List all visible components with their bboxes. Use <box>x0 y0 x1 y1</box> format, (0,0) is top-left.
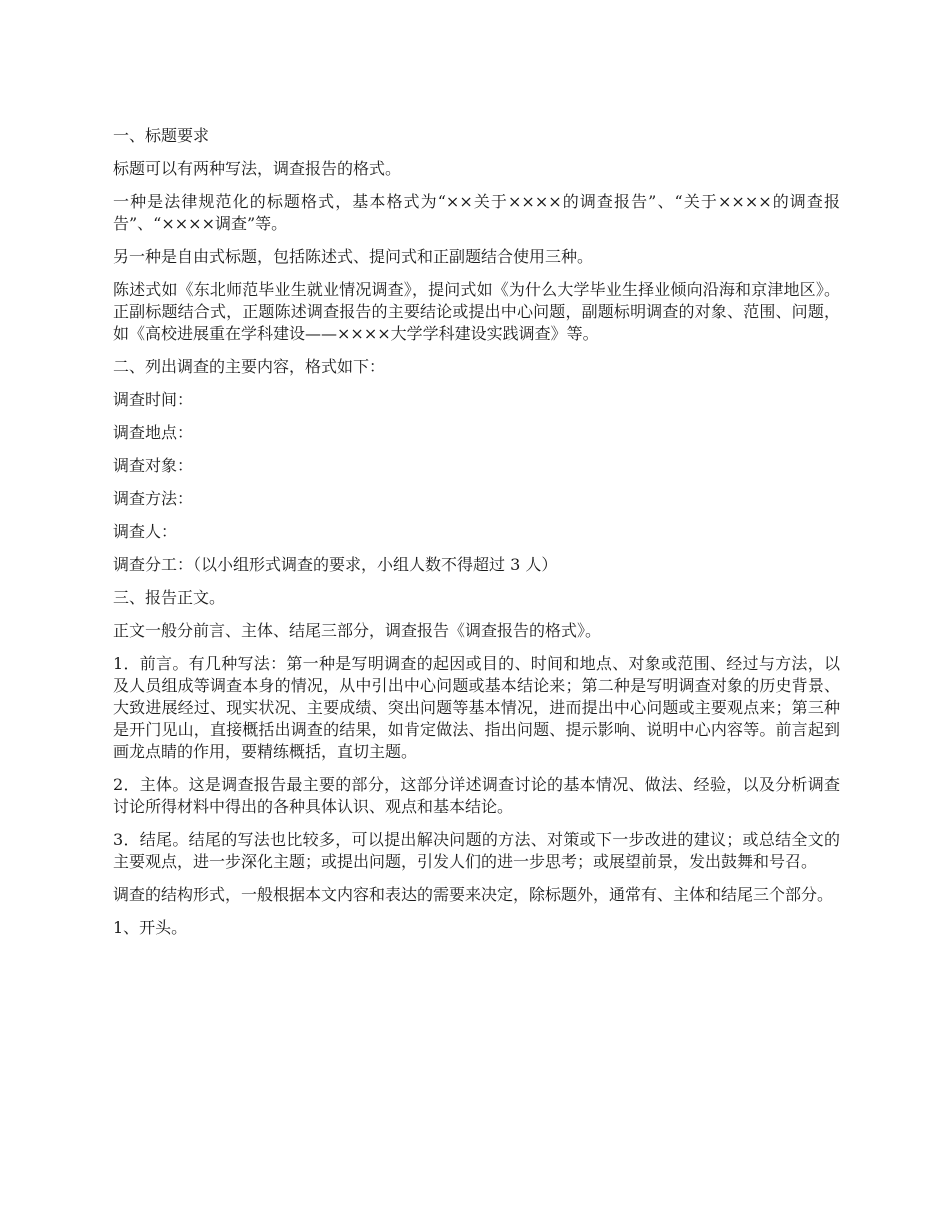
paragraph-preface: 1．前言。有几种写法：第一种是写明调查的起因或目的、时间和地点、对象或范围、经过与方法，以及人员组成等调查本身的情况，从中引出中心问题或基本结论来；第二种是写明调查对象的历史背景、大致进展经过、现实状况、主要成绩、突出问题等基本情况，进而提出中心问题或主要观点来；第三种是开门见山，直接概括出调查的结果，如肯定做法、指出问题、提示影响、说明中心内容等。前言起到画龙点睛的作用，要精练概括，直切主题。 <box>113 654 840 761</box>
paragraph-body-parts: 正文一般分前言、主体、结尾三部分，调查报告《调查报告的格式》。 <box>113 621 602 640</box>
field-survey-time: 调查时间： <box>113 390 194 409</box>
document-page <box>113 125 840 950</box>
paragraph-ending: 3．结尾。结尾的写法也比较多，可以提出解决问题的方法、对策或下一步改进的建议；或总结全文的主要观点，进一步深化主题；或提出问题，引发人们的进一步思考；或展望前景，发出鼓舞和号召。 <box>113 830 840 871</box>
section-heading-title-requirements: 一、标题要求 <box>113 126 210 145</box>
paragraph-free-title-format: 另一种是自由式标题，包括陈述式、提问式和正副题结合使用三种。 <box>113 247 594 266</box>
field-survey-method: 调查方法： <box>113 489 194 508</box>
paragraph-main-body: 2．主体。这是调查报告最主要的部分，这部分详述调查讨论的基本情况、做法、经验，以及分析调查讨论所得材料中得出的各种具体认识、观点和基本结论。 <box>113 775 840 816</box>
paragraph-title-examples: 陈述式如《东北师范毕业生就业情况调查》，提问式如《为什么大学毕业生择业倾向沿海和京津地区》。正副标题结合式，正题陈述调查报告的主要结论或提出中心问题，副题标明调查的对象、范围、问题，如《高校进展重在学科建设——××××大学学科建设实践调查》等。 <box>113 280 840 343</box>
field-survey-location: 调查地点： <box>113 423 194 442</box>
paragraph-legal-title-format: 一种是法律规范化的标题格式，基本格式为“××关于××××的调查报告”、“关于××××的调查报告”、“××××调查”等。 <box>113 192 840 233</box>
paragraph-structure: 调查的结构形式，一般根据本文内容和表达的需要来决定，除标题外，通常有、主体和结尾三个部分。 <box>113 885 834 904</box>
paragraph-opening: 1、开头。 <box>113 918 188 937</box>
field-survey-division: 调查分工：（以小组形式调查的要求，小组人数不得超过 3 人） <box>113 555 558 574</box>
field-survey-subject: 调查对象： <box>113 456 194 475</box>
section-heading-main-content: 二、列出调查的主要内容，格式如下： <box>113 357 386 376</box>
field-surveyor: 调查人： <box>113 522 178 541</box>
section-heading-report-body: 三、报告正文。 <box>113 588 226 607</box>
paragraph-title-intro: 标题可以有两种写法，调查报告的格式。 <box>113 159 402 178</box>
